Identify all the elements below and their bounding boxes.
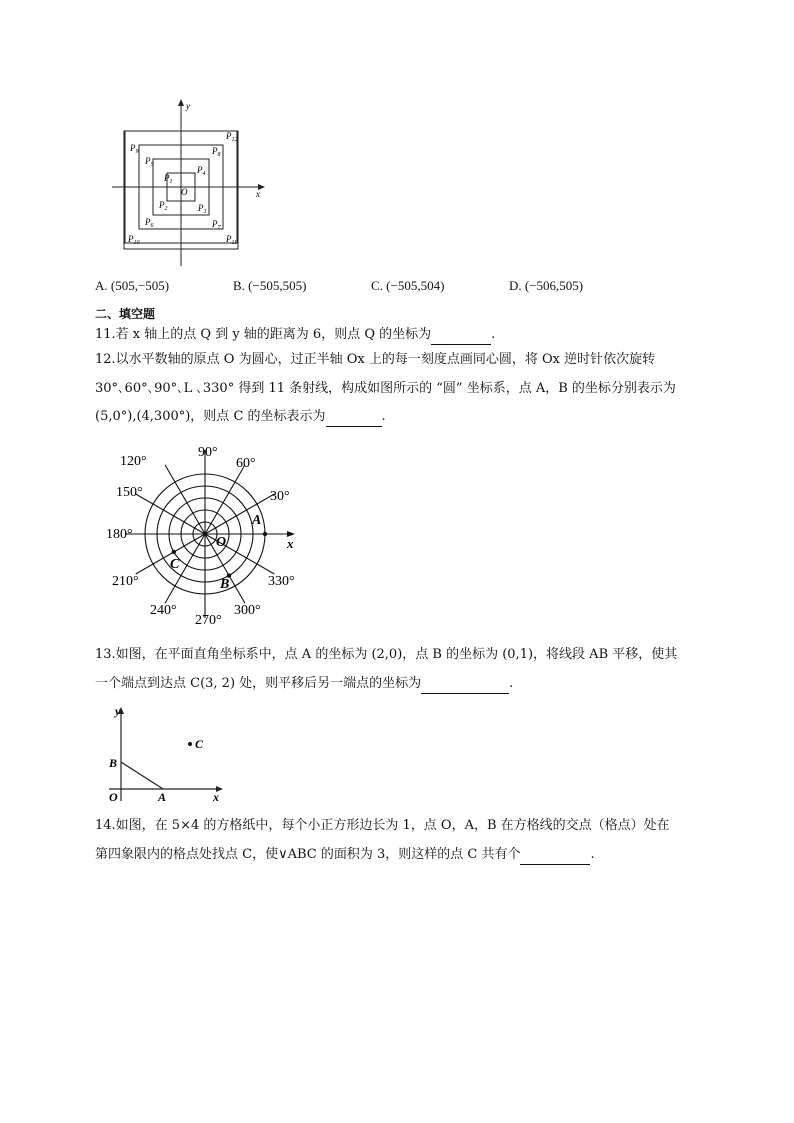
fig1-axis-y: y bbox=[186, 101, 190, 111]
angle-label-30: 30° bbox=[270, 489, 290, 504]
label-p10: $P_{10}$ bbox=[128, 234, 140, 246]
question-12-line3: (5,0°),(4,300°)，则点 C 的坐标表示为 . bbox=[95, 407, 386, 427]
label-p9: $P_9$ bbox=[130, 143, 139, 155]
angle-label-210: 210° bbox=[112, 574, 139, 589]
option-d[interactable]: D. (−506,505) bbox=[509, 278, 584, 293]
polar-axis-x-label: x bbox=[287, 536, 294, 551]
label-p4: $P_4$ bbox=[197, 165, 206, 177]
fig3-a-label: A bbox=[158, 790, 167, 803]
angle-label-180: 180° bbox=[106, 527, 133, 542]
angle-label-330: 330° bbox=[268, 574, 295, 589]
fig3-o-label: O bbox=[109, 790, 118, 803]
angle-label-90: 90° bbox=[198, 445, 218, 460]
polar-coordinate-figure bbox=[100, 438, 310, 628]
q14-answer-blank[interactable] bbox=[520, 850, 590, 865]
q13-line1: 13.如图，在平面直角坐标系中，点 A 的坐标为 (2,0)，点 B 的坐标为 (0,1)，将线段 AB 平移，使其 bbox=[95, 647, 678, 662]
point-a bbox=[263, 532, 267, 536]
q12-answer-blank[interactable] bbox=[326, 412, 382, 427]
label-p1: $P_1$ bbox=[164, 173, 173, 185]
q12-line2: 30°､60°､90°､L ､330° 得到 11 条射线，构成如图所示的 “圆” 坐标系，点 A，B 的坐标分别表示为 bbox=[95, 381, 676, 396]
q11-answer-blank[interactable] bbox=[431, 330, 491, 345]
option-c[interactable]: C. (−505,504) bbox=[371, 278, 445, 293]
section-heading: 二、填空题 bbox=[95, 307, 156, 321]
label-p12: $P_{12}$ bbox=[226, 131, 238, 143]
label-p11: $P_{11}$ bbox=[226, 234, 238, 246]
angle-label-120: 120° bbox=[120, 454, 147, 469]
fig1-origin: O bbox=[181, 187, 188, 197]
q12-line3: (5,0°),(4,300°)，则点 C 的坐标表示为 bbox=[95, 409, 326, 424]
point-a-label: A bbox=[252, 513, 262, 528]
angle-label-240: 240° bbox=[150, 603, 177, 618]
q11-text: 11.若 x 轴上的点 Q 到 y 轴的距离为 6，则点 Q 的坐标为 bbox=[95, 327, 432, 342]
fig1-axis-x: x bbox=[256, 189, 260, 199]
angle-label-300: 300° bbox=[234, 603, 261, 618]
question-11: 11.若 x 轴上的点 Q 到 y 轴的距离为 6，则点 Q 的坐标为 . bbox=[95, 325, 495, 345]
segment-ab-figure bbox=[105, 703, 230, 803]
q13-line2: 一个端点到达点 C(3, 2) 处，则平移后另一端点的坐标为 bbox=[95, 676, 422, 691]
label-p6: $P_6$ bbox=[145, 217, 154, 229]
q14-line2: 第四象限内的格点处找点 C，使∨ABC 的面积为 3，则这样的点 C 共有个 bbox=[95, 847, 521, 862]
label-p8: $P_8$ bbox=[212, 146, 221, 158]
label-p2: $P_2$ bbox=[159, 200, 168, 212]
option-b[interactable]: B. (−505,505) bbox=[233, 278, 307, 293]
fig3-y-label: y bbox=[115, 704, 121, 718]
angle-label-60: 60° bbox=[236, 456, 256, 471]
angle-label-270: 270° bbox=[195, 613, 222, 628]
point-c-label: C bbox=[170, 557, 180, 572]
label-p3: $P_3$ bbox=[198, 203, 207, 215]
label-p7: $P_7$ bbox=[212, 219, 221, 231]
angle-label-150: 150° bbox=[116, 485, 143, 500]
q14-line1: 14.如图，在 5×4 的方格纸中，每个小正方形边长为 1，点 O，A，B 在方格线的交点（格点）处在 bbox=[95, 818, 670, 833]
nested-squares-figure bbox=[108, 96, 268, 268]
q13-answer-blank[interactable] bbox=[421, 679, 509, 694]
question-14-line2: 第四象限内的格点处找点 C，使∨ABC 的面积为 3，则这样的点 C 共有个 . bbox=[95, 845, 595, 865]
fig3-c-label: C bbox=[195, 737, 204, 751]
label-p5: $P_5$ bbox=[145, 156, 154, 168]
point-c bbox=[172, 550, 176, 554]
fig3-b-label: B bbox=[109, 756, 118, 770]
q12-line1: 12.以水平数轴的原点 O 为圆心，过正半轴 Ox 上的每一刻度点画同心圆，将 Ox 逆时针依次旋转 bbox=[95, 352, 656, 367]
polar-origin-label: O bbox=[216, 535, 227, 550]
fig3-x-label: x bbox=[213, 790, 219, 803]
point-b-label: B bbox=[220, 577, 230, 592]
option-a[interactable]: A. (505,−505) bbox=[95, 278, 170, 293]
question-13-line2: 一个端点到达点 C(3, 2) 处，则平移后另一端点的坐标为 . bbox=[95, 674, 513, 694]
